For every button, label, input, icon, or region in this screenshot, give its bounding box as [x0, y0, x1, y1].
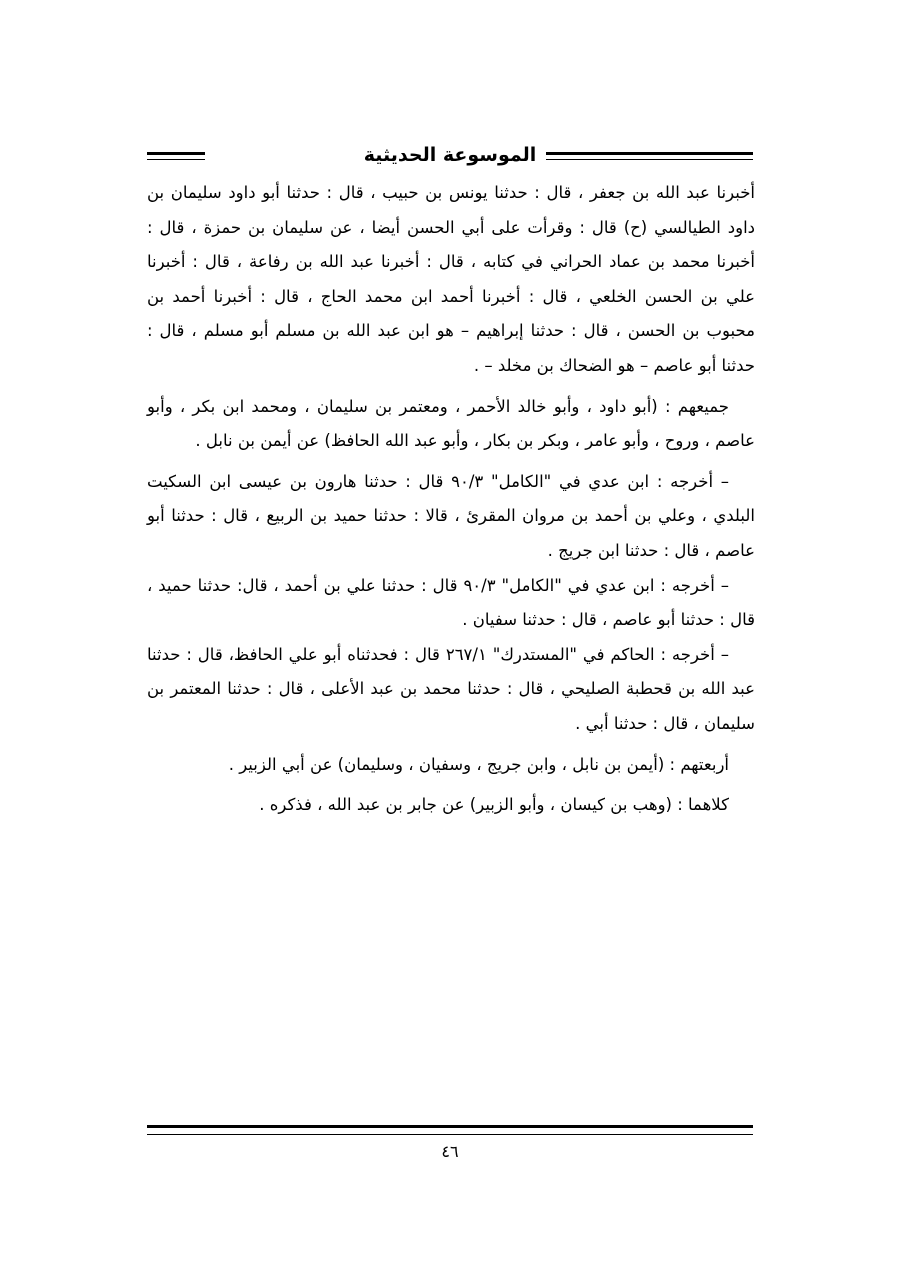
- paragraph-all-narrators: جميعهم : (أبو داود ، وأبو خالد الأحمر ، ومعتمر بن سليمان ، ومحمد ابن بكر ، وأبو عاصم ، وروح ، وأبو عامر ، وبكر بن بكار ، وأبو عبد الله الحافظ) عن أيمن بن نابل .: [147, 396, 755, 451]
- page-header: [147, 140, 753, 176]
- paragraph-both-narrators: كلاهما : (وهب بن كيسان ، وأبو الزبير) عن جابر بن عبد الله ، فذكره .: [259, 795, 729, 815]
- paragraph-ibn-adi-2: – أخرجه : ابن عدي في "الكامل" ٩٠/٣ قال : حدثنا علي بن أحمد ، قال: حدثنا حميد ، قال : حدثنا أبو عاصم ، قال : حدثنا سفيان .: [147, 575, 755, 630]
- paragraph-isnad-chain: أخبرنا عبد الله بن جعفر ، قال : حدثنا يونس بن حبيب ، قال : حدثنا أبو داود سليمان بن داود الطيالسي (ح) قال : وقرأت على أبي الحسن أيضا ، عن سليمان بن حمزة ، قال : أخبرنا محمد بن عماد الحراني في كتابه ، قال : أخبرنا عبد الله بن رفاعة ، قال : أخبرنا علي بن الحسن الخلعي ، قال : أخبرنا أحمد ابن محمد الحاج ، قال : أخبرنا أحمد بن محبوب بن الحسن ، قال : حدثنا إبراهيم – هو ابن عبد الله بن مسلم أبو مسلم ، قال : حدثنا أبو عاصم – هو الضحاك بن مخلد – .: [147, 183, 755, 375]
- paragraph-hakim: – أخرجه : الحاكم في "المستدرك" ٢٦٧/١ قال : فحدثناه أبو علي الحافظ، قال : حدثنا عبد الله بن قحطبة الصليحي ، قال : حدثنا محمد بن عبد الأعلى ، قال : حدثنا المعتمر بن سليمان ، قال : حدثنا أبي .: [147, 644, 755, 733]
- header-title-text: الموسوعة الحديثية: [354, 144, 547, 166]
- running-header-title: [147, 142, 753, 168]
- page-number: ٤٦: [441, 1142, 459, 1161]
- footer-rule: [147, 1125, 753, 1135]
- page-body: [147, 176, 755, 823]
- paragraph-four-narrators: أربعتهم : (أيمن بن نابل ، وابن جريج ، وسفيان ، وسليمان) عن أبي الزبير .: [228, 754, 729, 774]
- paragraph-ibn-adi-1: – أخرجه : ابن عدي في "الكامل" ٩٠/٣ قال : حدثنا هارون بن عيسى ابن السكيت البلدي ، وعلي بن أحمد بن مروان المقرئ ، قالا : حدثنا حميد بن الربيع ، قال : حدثنا أبو عاصم ، قال : حدثنا ابن جريج .: [147, 471, 755, 560]
